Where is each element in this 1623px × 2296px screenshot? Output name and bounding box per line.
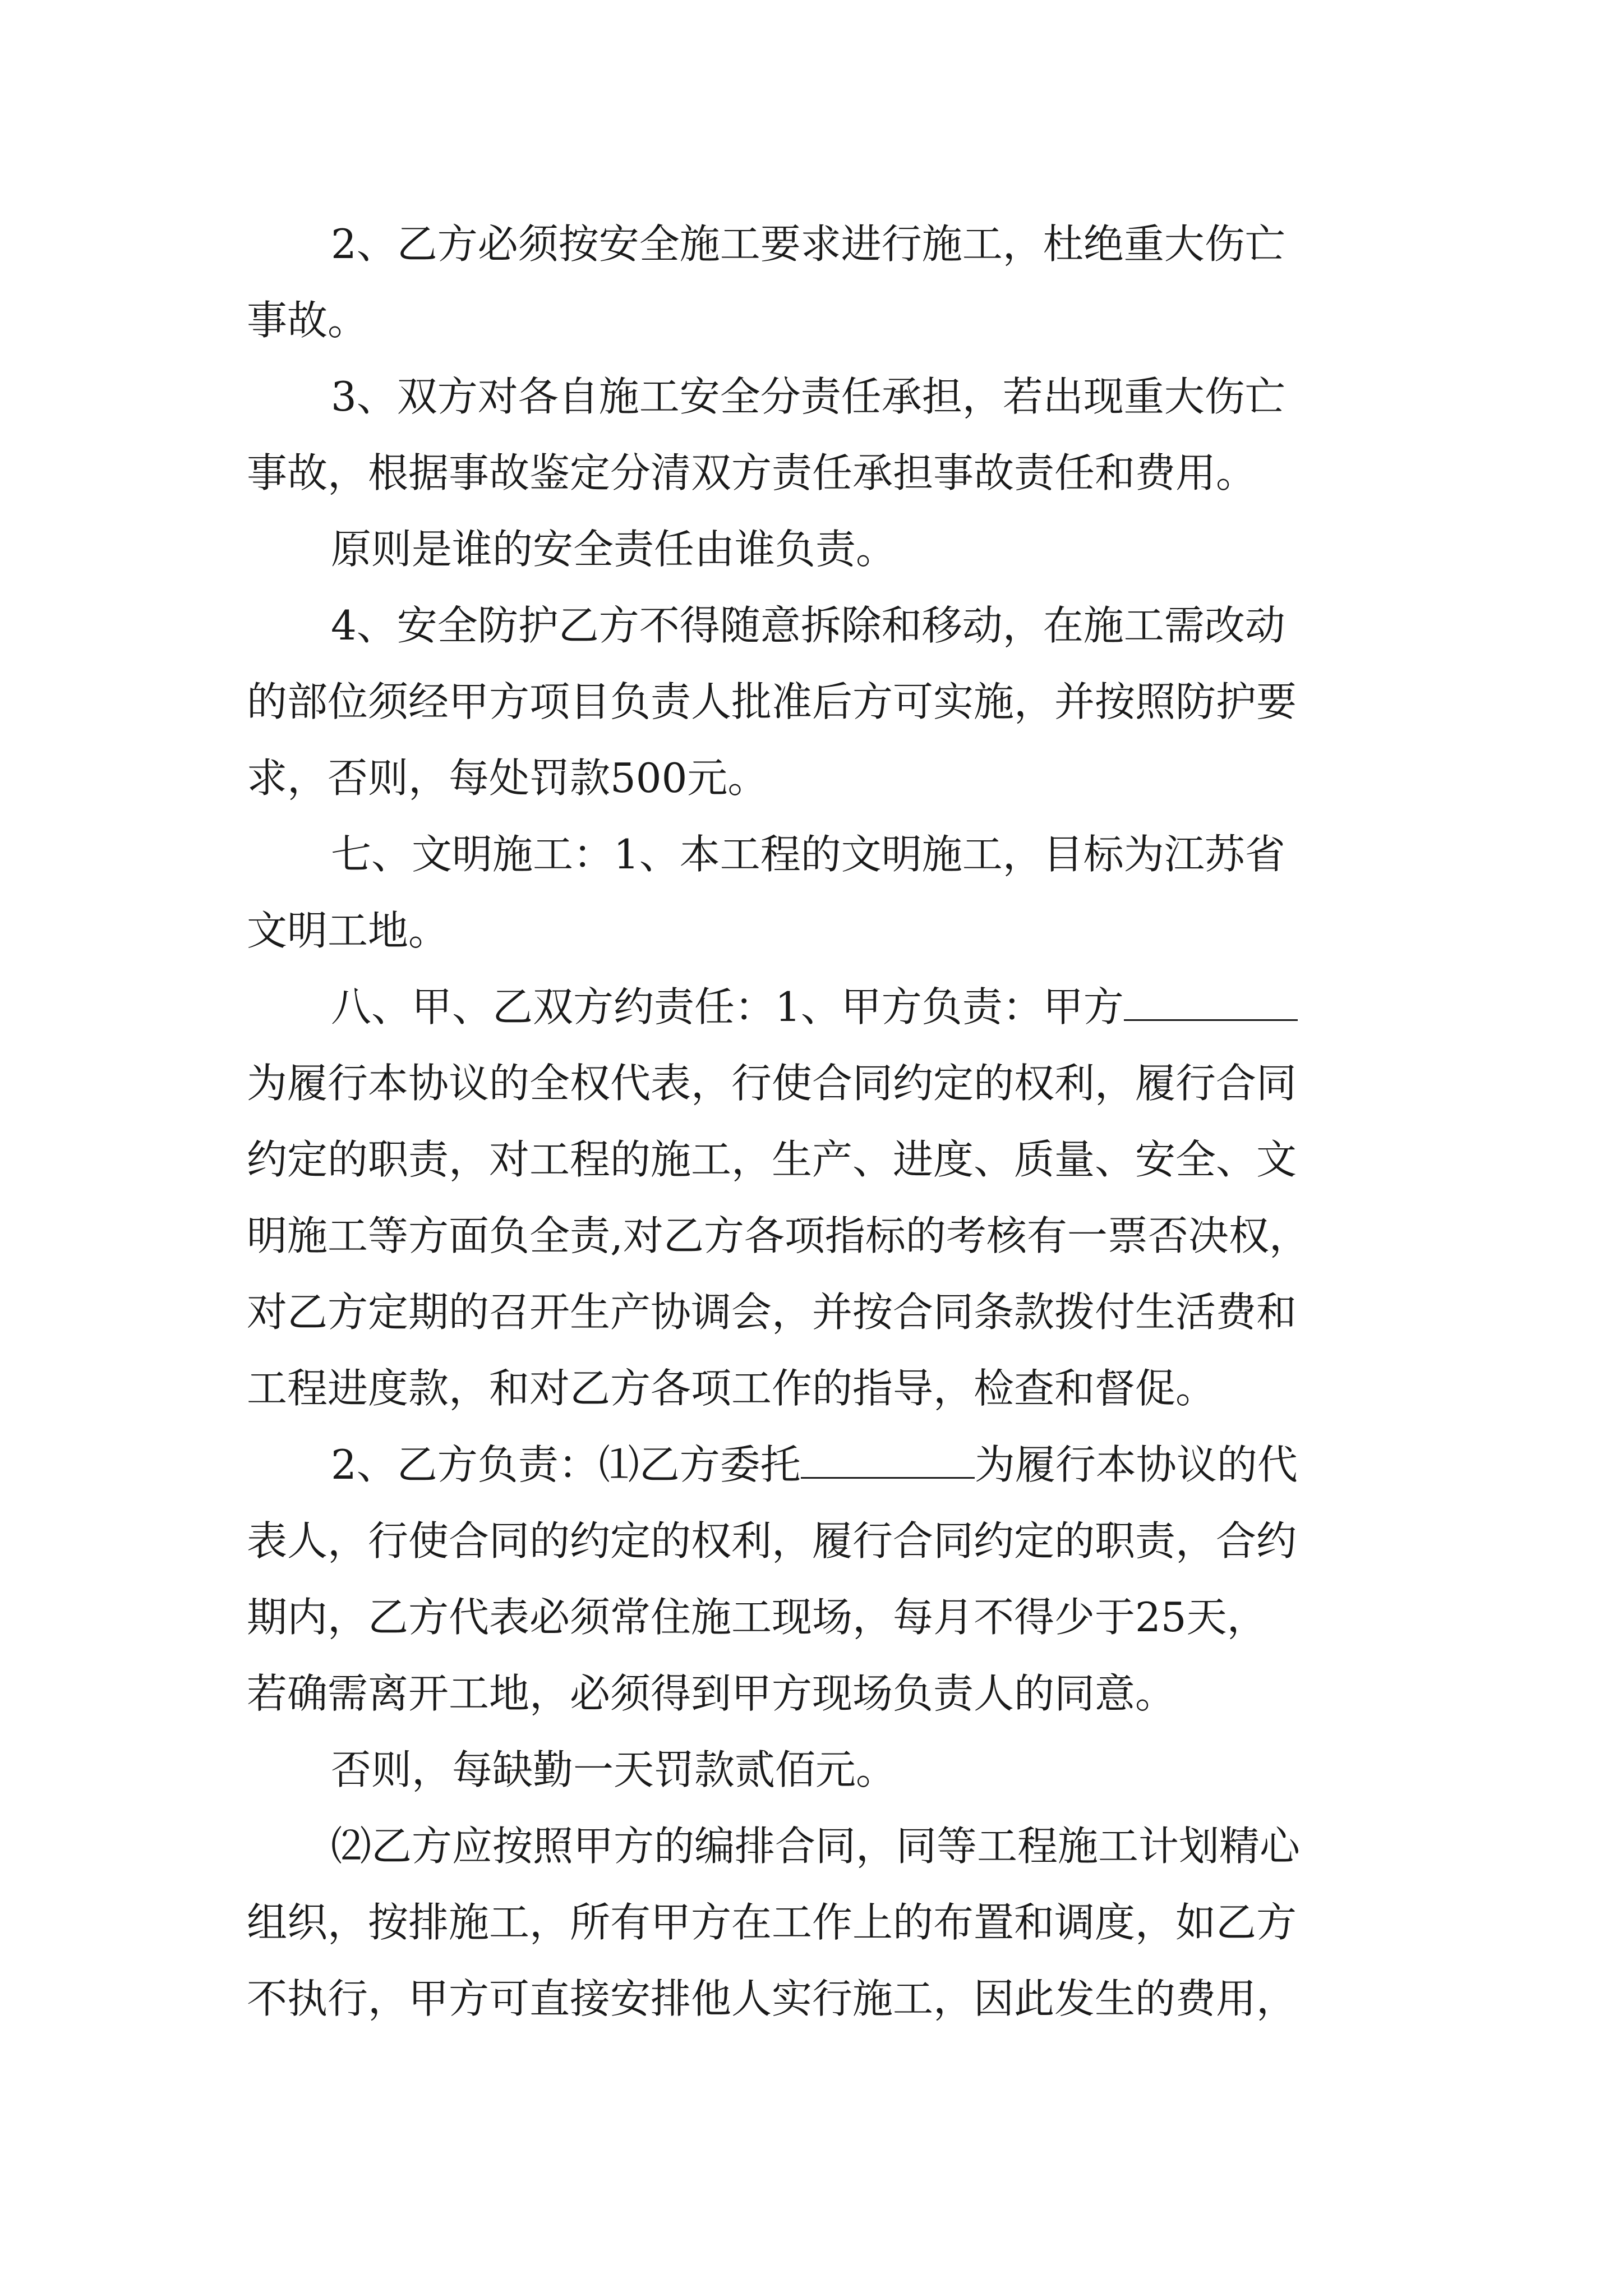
text-line: 否则，每缺勤一天罚款贰佰元。 bbox=[331, 1746, 897, 1793]
text-line: 期内，乙方代表必须常住施工现场，每月不得少于25天， bbox=[247, 1594, 1267, 1641]
text-line: 2、乙方必须按安全施工要求进行施工，杜绝重大伤亡 bbox=[331, 220, 1285, 268]
text-line: 不执行，甲方可直接安排他人实行施工，因此发生的费用， bbox=[247, 1975, 1297, 2022]
text-segment: 为履行本协议的代 bbox=[974, 1441, 1298, 1488]
text-line: 4、安全防护乙方不得随意拆除和移动，在施工需改动 bbox=[331, 602, 1285, 649]
text-line: 对乙方定期的召开生产协调会，并按合同条款拨付生活费和 bbox=[247, 1289, 1297, 1336]
text-line: 工程进度款，和对乙方各项工作的指导，检查和督促。 bbox=[247, 1365, 1216, 1412]
text-line: 七、文明施工：1、本工程的文明施工，目标为江苏省 bbox=[331, 831, 1285, 878]
text-line: 明施工等方面负全责,对乙方各项指标的考核有一票否决权， bbox=[247, 1212, 1310, 1259]
blank-fill-line bbox=[1124, 984, 1298, 1021]
text-line: 事故。 bbox=[247, 297, 368, 344]
text-line: 的部位须经甲方项目负责人批准后方可实施，并按照防护要 bbox=[247, 678, 1297, 725]
text-line: 表人，行使合同的约定的权利，履行合同约定的职责，合约 bbox=[247, 1517, 1297, 1565]
text-line: 原则是谁的安全责任由谁负责。 bbox=[331, 526, 897, 573]
text-segment: 八、甲、乙双方约责任：1、甲方负责：甲方 bbox=[331, 983, 1124, 1030]
text-line: 为履行本协议的全权代表，行使合同约定的权利，履行合同 bbox=[247, 1060, 1297, 1107]
text-segment: 2、乙方负责：⑴乙方委托 bbox=[331, 1441, 801, 1488]
blank-fill-line bbox=[801, 1442, 975, 1479]
text-line-with-blank bbox=[331, 1437, 1298, 1493]
text-line: 约定的职责，对工程的施工，生产、进度、质量、安全、文 bbox=[247, 1136, 1297, 1183]
text-line: 求，否则，每处罚款500元。 bbox=[247, 754, 768, 802]
text-line: 3、双方对各自施工安全分责任承担，若出现重大伤亡 bbox=[331, 373, 1285, 420]
text-line: 组织，按排施工，所有甲方在工作上的布置和调度，如乙方 bbox=[247, 1899, 1297, 1946]
text-line: 文明工地。 bbox=[247, 907, 449, 954]
text-line: 若确需离开工地，必须得到甲方现场负责人的同意。 bbox=[247, 1670, 1176, 1717]
text-line-with-blank bbox=[331, 979, 1298, 1035]
text-line: ⑵乙方应按照甲方的编排合同，同等工程施工计划精心 bbox=[331, 1823, 1301, 1870]
text-line: 事故，根据事故鉴定分清双方责任承担事故责任和费用。 bbox=[247, 449, 1257, 496]
